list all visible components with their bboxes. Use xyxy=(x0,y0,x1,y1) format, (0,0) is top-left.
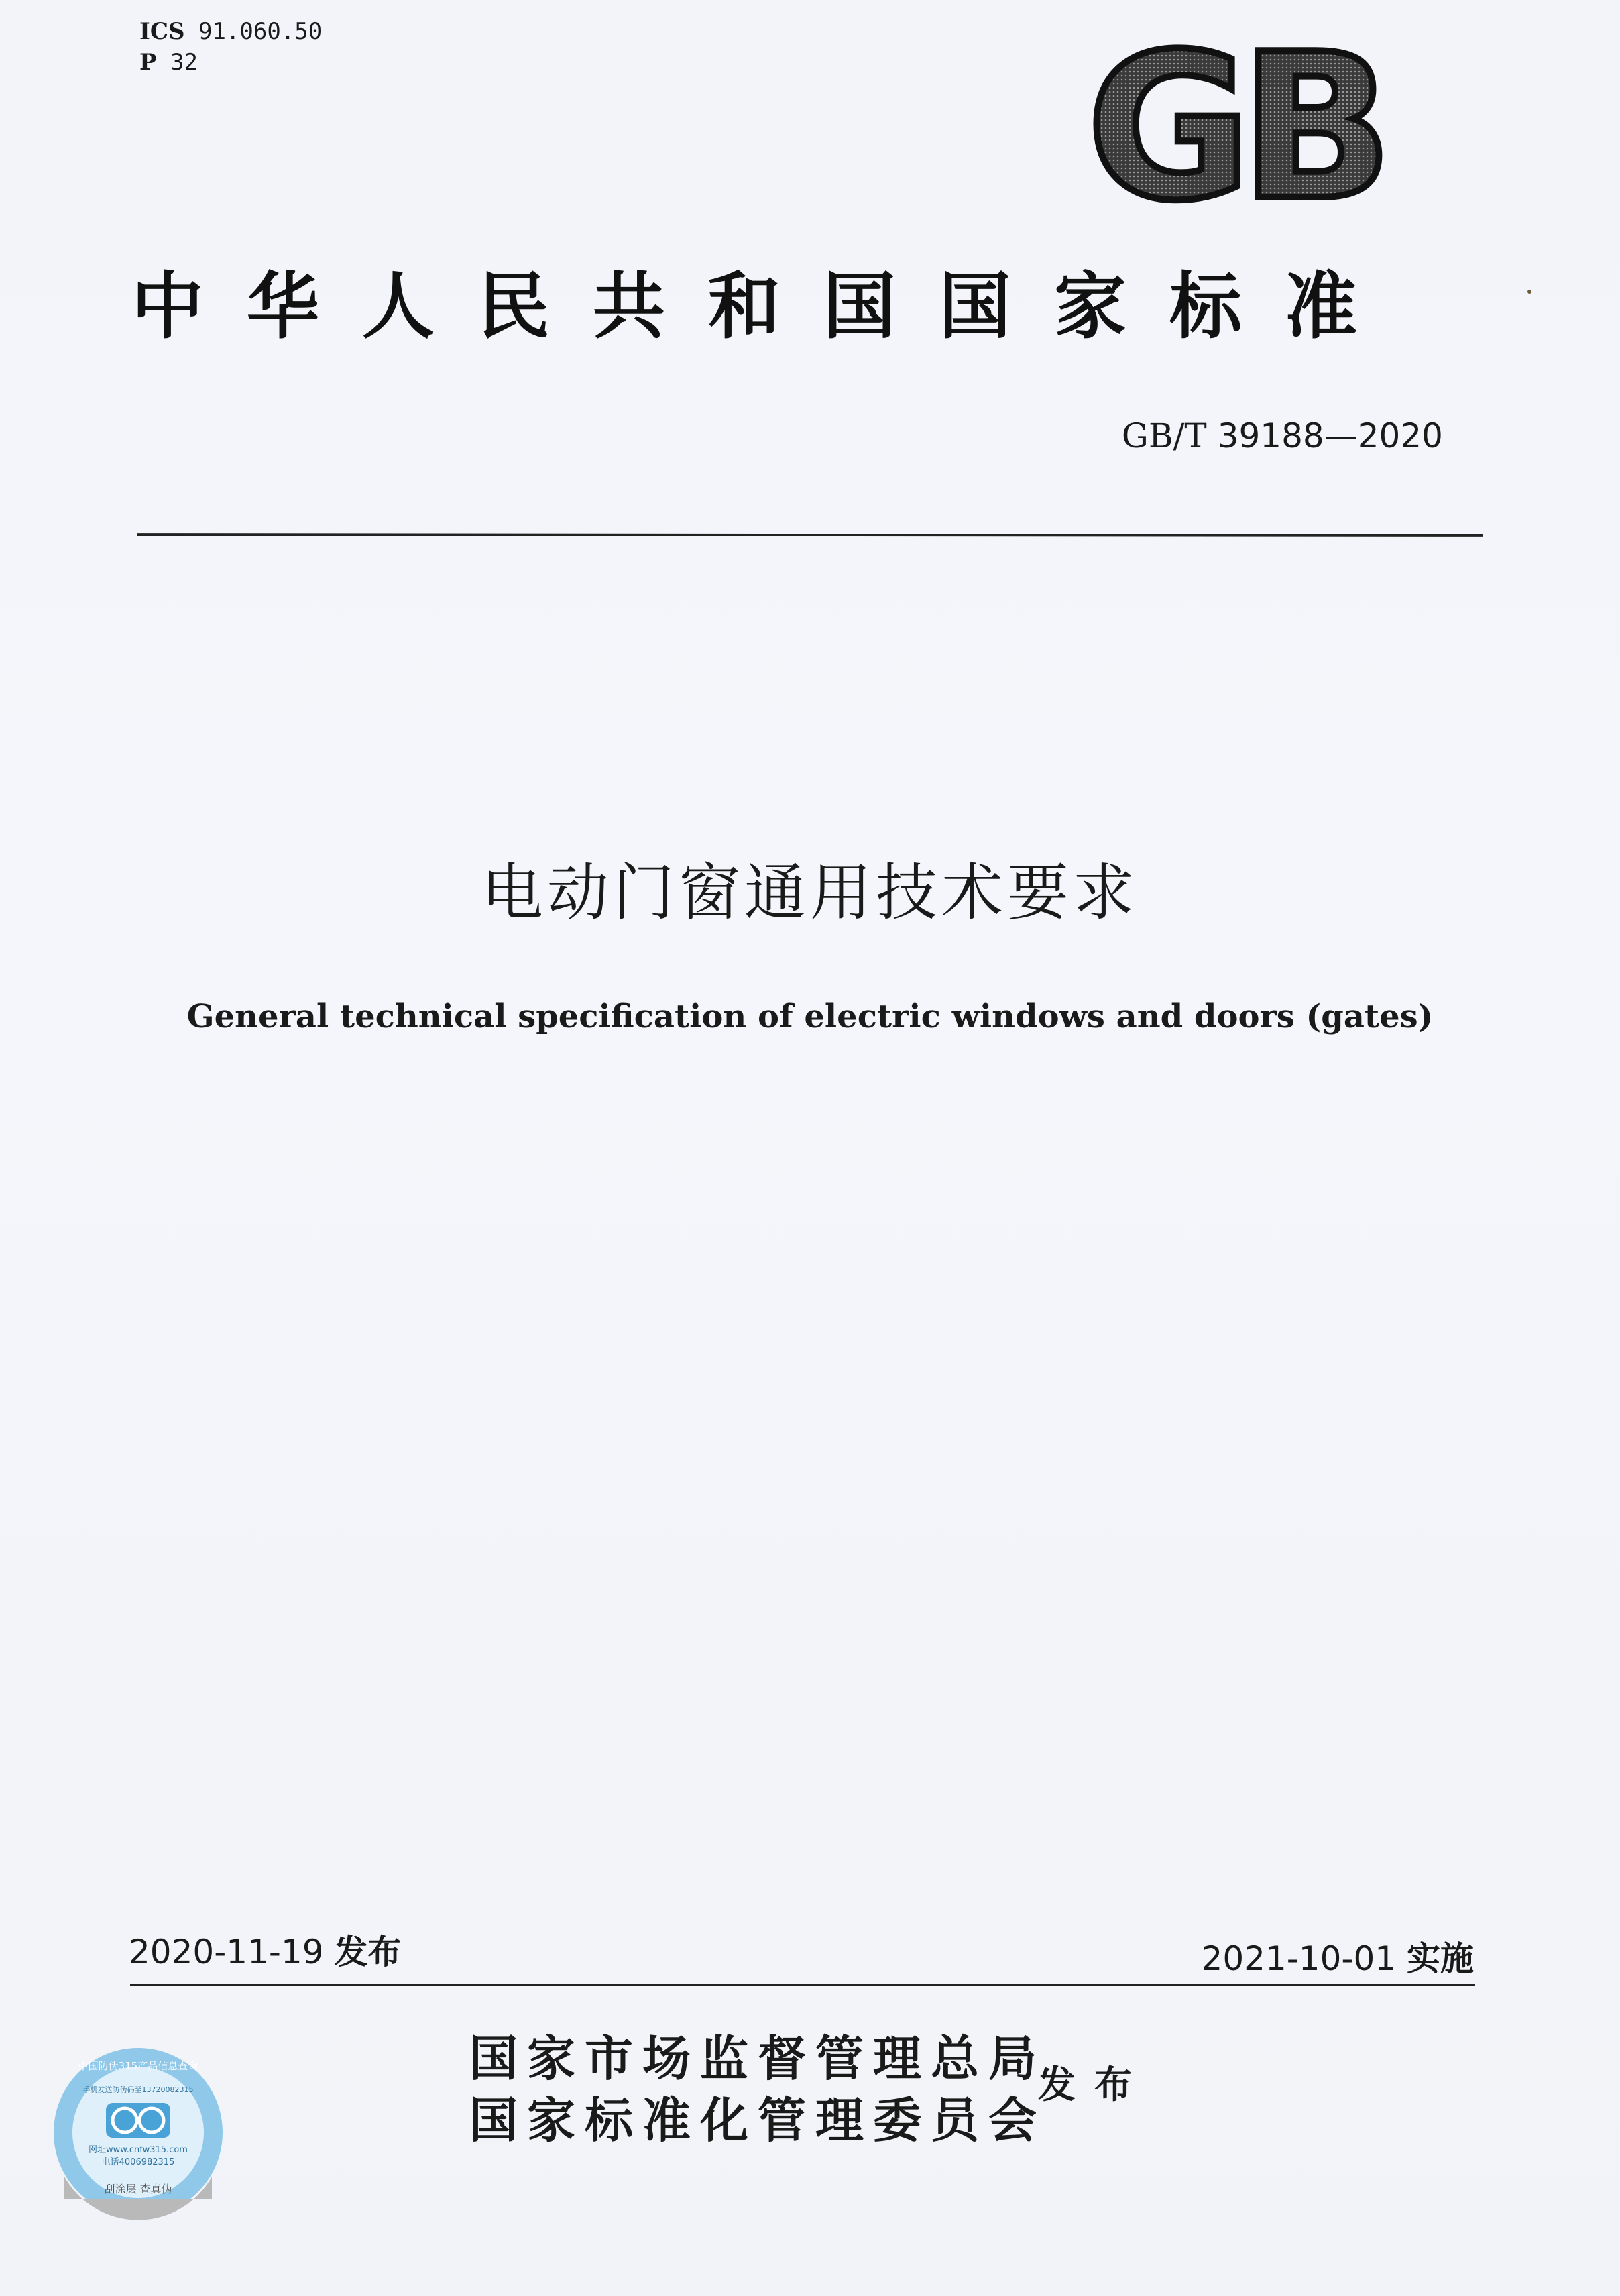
issuer-line-2: 国家标准化管理委员会 xyxy=(469,2091,1047,2148)
ics-line xyxy=(139,16,322,47)
title-chinese: 电动门窗通用技术要求 xyxy=(481,857,1139,929)
gb-logo-text: GB xyxy=(1086,42,1381,217)
ics-block xyxy=(139,16,322,78)
title-english: General technical specification of electric windows and doors (gates) xyxy=(186,998,1434,1035)
issue-word: 发布 xyxy=(1038,2063,1151,2107)
publish-date xyxy=(129,1931,401,1973)
implement-date-suffix: 实施 xyxy=(1407,1939,1474,1978)
gb-logo xyxy=(1072,42,1396,217)
ics-label: ICS xyxy=(139,18,185,45)
seal-hotline: 手机发送防伪码至13720082315 xyxy=(82,2085,194,2094)
seal-phone: 电话4006982315 xyxy=(101,2157,175,2167)
seal-top-text: 中国防伪315产品信息查询 xyxy=(78,2060,198,2072)
ics-code: 91.060.50 xyxy=(198,18,323,45)
top-divider xyxy=(137,533,1483,537)
class-label: P xyxy=(139,49,157,76)
class-code: 32 xyxy=(170,49,198,76)
standard-number xyxy=(1122,416,1443,456)
class-line xyxy=(139,47,322,78)
issuing-authorities xyxy=(469,2028,1046,2151)
bottom-divider xyxy=(130,1984,1475,1986)
implement-date xyxy=(1202,1938,1474,1979)
national-standard-title: 中华人民共和国国家标准 xyxy=(131,264,1401,349)
seal-website: 网址www.cnfw315.com xyxy=(89,2145,188,2155)
seal-bottom-text: 刮涂层 查真伪 xyxy=(104,2183,172,2195)
standard-code: 39188—2020 xyxy=(1217,416,1443,455)
publish-date-value: 2020-11-19 xyxy=(129,1933,324,1971)
publish-date-suffix: 发布 xyxy=(334,1933,402,1971)
standard-prefix: GB/T xyxy=(1121,416,1207,455)
ink-dot xyxy=(1527,290,1531,294)
issuer-line-1: 国家市场监督管理总局 xyxy=(469,2030,1047,2087)
anti-counterfeit-seal xyxy=(51,2045,225,2220)
implement-date-value: 2021-10-01 xyxy=(1201,1939,1397,1978)
